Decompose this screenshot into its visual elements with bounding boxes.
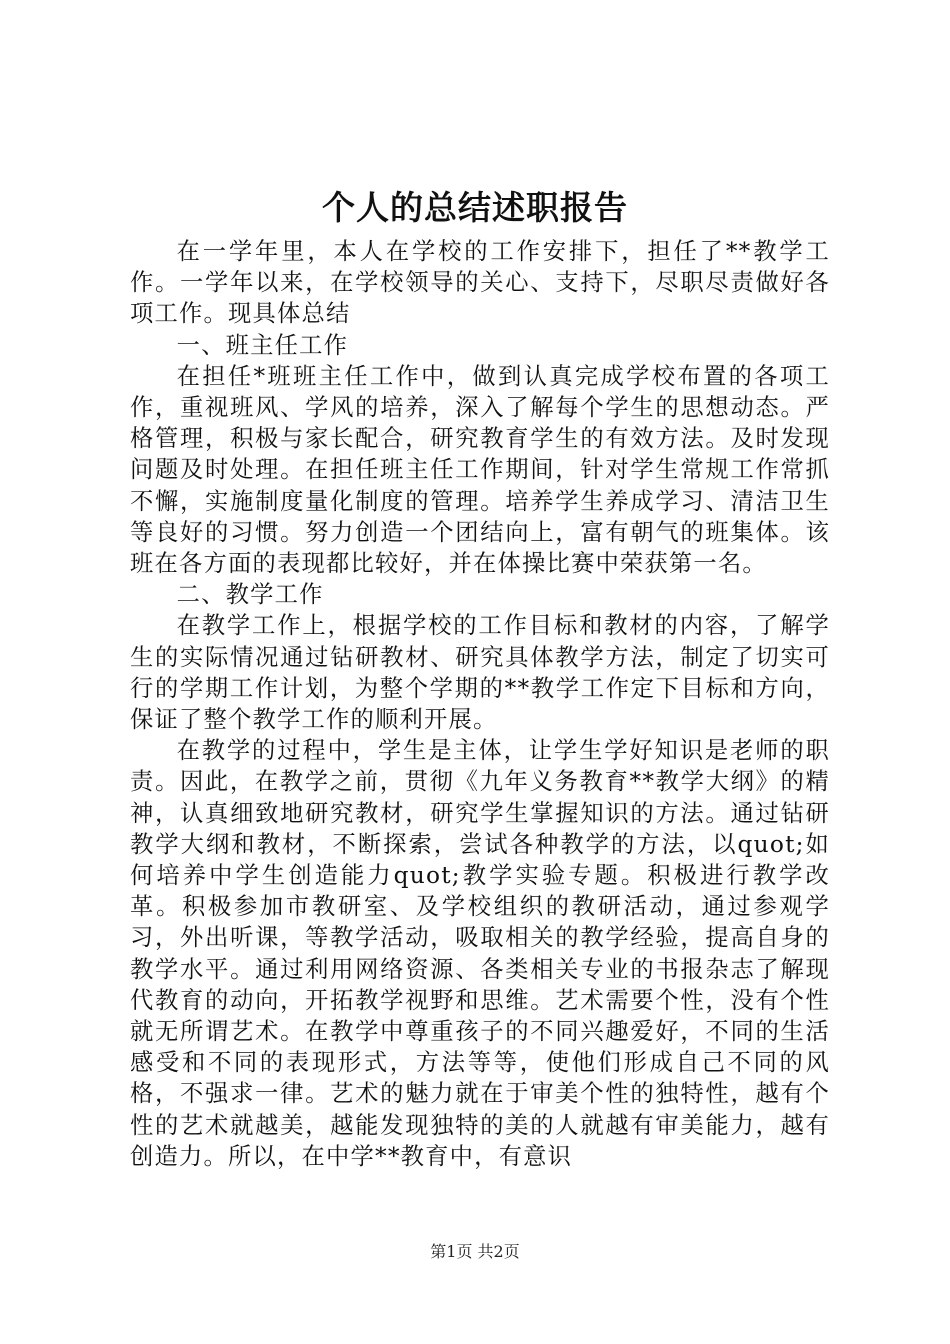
paragraph-teaching-process: 在教学的过程中，学生是主体，让学生学好知识是老师的职责。因此，在教学之前，贯彻《九年义务教育**教学大纲》的精神，认真细致地研究教材，研究学生掌握知识的方法。通过钻研教学大纲和教材，不断探索，尝试各种教学的方法，以quot;如何培养中学生创造能力quot;教学实验专题。积极进行教学改革。积极参加市教研室、及学校组织的教研活动，通过参观学习，外出听课，等教学活动，吸取相关的教学经验，提高自身的教学水平。通过利用网络资源、各类相关专业的书报杂志了解现代教育的动向，开拓教学视野和思维。艺术需要个性，没有个性就无所谓艺术。在教学中尊重孩子的不同兴趣爱好，不同的生活感受和不同的表现形式，方法等等，使他们形成自己不同的风格，不强求一律。艺术的魅力就在于审美个性的独特性，越有个性的艺术就越美，越能发现独特的美的人就越有审美能力，越有创造力。所以，在中学**教育中，有意识 — [130, 737, 830, 1170]
document-title: 个人的总结述职报告 — [322, 188, 628, 227]
document-body — [130, 236, 830, 1172]
paragraph-intro: 在一学年里，本人在学校的工作安排下，担任了**教学工作。一学年以来，在学校领导的关心、支持下，尽职尽责做好各项工作。现具体总结 — [130, 238, 830, 328]
paragraph-teaching-plan: 在教学工作上，根据学校的工作目标和教材的内容，了解学生的实际情况通过钻研教材、研究具体教学方法，制定了切实可行的学期工作计划，为整个学期的**教学工作定下目标和方向，保证了整个教学工作的顺利开展。 — [130, 612, 830, 734]
section-heading-class-teacher: 一、班主任工作 — [176, 331, 349, 359]
paragraph-class-teacher: 在担任*班班主任工作中，做到认真完成学校布置的各项工作，重视班风、学风的培养，深入了解每个学生的思想动态。严格管理，积极与家长配合，研究教育学生的有效方法。及时发现问题及时处理。在担任班主任工作期间，针对学生常规工作常抓不懈，实施制度量化制度的管理。培养学生养成学习、清洁卫生等良好的习惯。努力创造一个团结向上，富有朝气的班集体。该班在各方面的表现都比较好，并在体操比赛中荣获第一名。 — [130, 362, 830, 578]
section-heading-teaching: 二、教学工作 — [176, 581, 324, 609]
page-number-footer: 第1页 共2页 — [430, 1242, 520, 1261]
